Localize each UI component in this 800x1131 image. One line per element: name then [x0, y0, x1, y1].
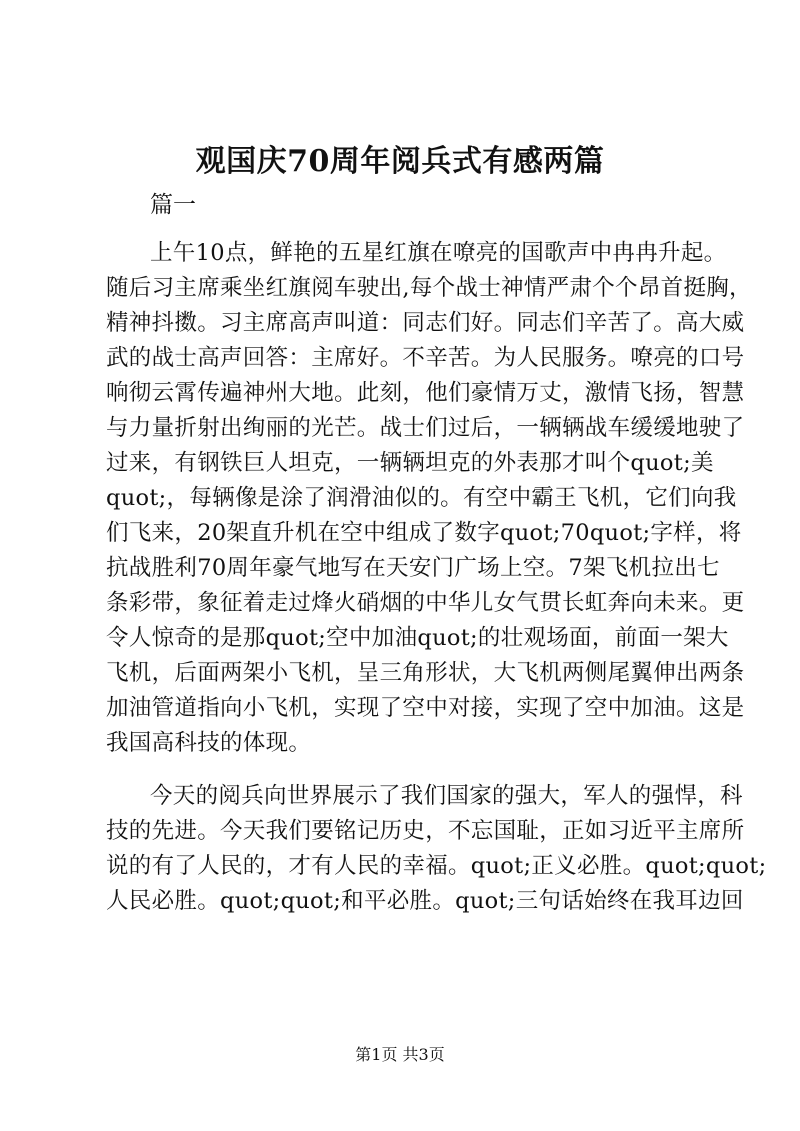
paragraph-1-line-13: 飞机，后面两架小飞机，呈三角形状，大飞机两侧尾翼伸出两条 — [106, 660, 745, 686]
paragraph-2-line-2: 技的先进。今天我们要铭记历史，不忘国耻，正如习近平主席所 — [106, 818, 745, 844]
paragraph-1-line-7: 过来，有钢铁巨人坦克，一辆辆坦克的外表那才叫个quot;美 — [106, 450, 714, 476]
paragraph-1-line-6: 与力量折射出绚丽的光芒。战士们过后，一辆辆战车缓缓地驶了 — [106, 415, 745, 441]
paragraph-1-line-9: 们飞来，20架直升机在空中组成了数字quot;70quot;字样，将 — [106, 520, 742, 546]
paragraph-1-line-15: 我国高科技的体现。 — [106, 730, 312, 756]
paragraph-2-line-1: 今天的阅兵向世界展示了我们国家的强大，军人的强悍，科 — [150, 783, 743, 809]
section-label: 篇一 — [150, 192, 196, 218]
paragraph-1-line-8: quot;，每辆像是涂了润滑油似的。有空中霸王飞机，它们向我 — [106, 485, 737, 511]
paragraph-1-line-2: 随后习主席乘坐红旗阅车驶出,每个战士神情严肃个个昂首挺胸， — [106, 275, 752, 301]
page-footer: 第1页 共3页 — [355, 1045, 445, 1064]
paragraph-1-line-4: 武的战士高声回答：主席好。不辛苦。为人民服务。嘹亮的口号 — [106, 345, 745, 371]
paragraph-1-line-14: 加油管道指向小飞机，实现了空中对接，实现了空中加油。这是 — [106, 695, 745, 721]
paragraph-1-line-10: 抗战胜利70周年豪气地写在天安门广场上空。7架飞机拉出七 — [106, 555, 720, 581]
paragraph-1-line-11: 条彩带，象征着走过烽火硝烟的中华儿女气贯长虹奔向未来。更 — [106, 590, 745, 616]
paragraph-1-line-3: 精神抖擞。习主席高声叫道：同志们好。同志们辛苦了。高大威 — [106, 310, 745, 336]
paragraph-2-line-3: 说的有了人民的，才有人民的幸福。quot;正义必胜。quot;quot; — [106, 853, 767, 879]
paragraph-1-line-1: 上午10点，鲜艳的五星红旗在嘹亮的国歌声中冉冉升起。 — [150, 240, 727, 266]
paragraph-2-line-4: 人民必胜。quot;quot;和平必胜。quot;三句话始终在我耳边回 — [106, 888, 744, 914]
paragraph-1-line-5: 响彻云霄传遍神州大地。此刻，他们豪情万丈，激情飞扬，智慧 — [106, 380, 745, 406]
document-title: 观国庆70周年阅兵式有感两篇 — [195, 144, 605, 179]
paragraph-1-line-12: 令人惊奇的是那quot;空中加油quot;的壮观场面，前面一架大 — [106, 625, 729, 651]
